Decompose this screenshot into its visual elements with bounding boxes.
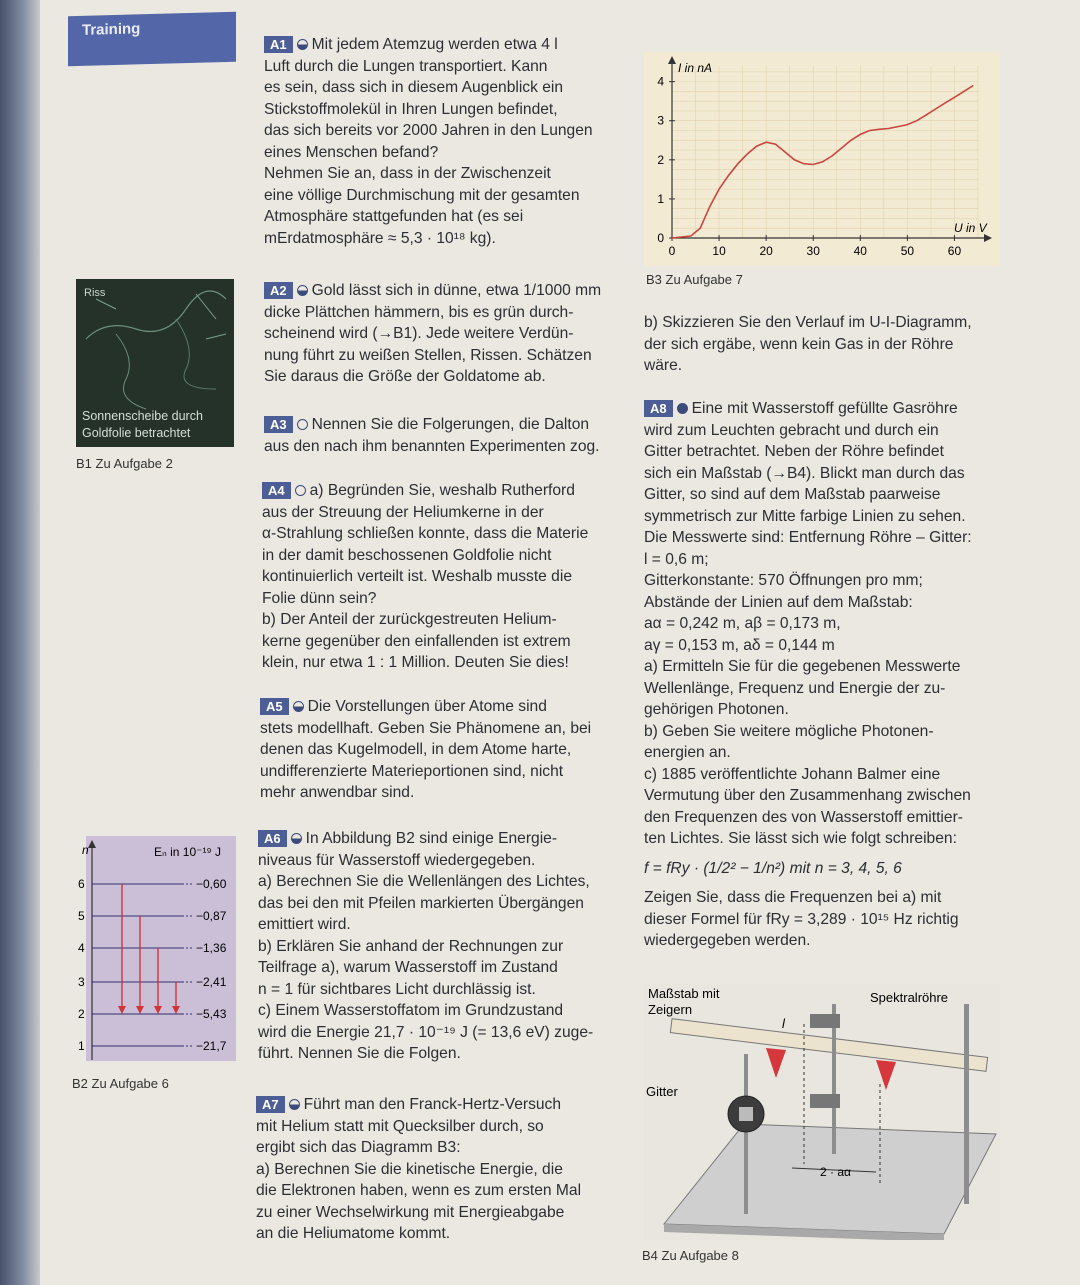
line: a) Ermitteln Sie für die gegebenen Messwerte [644,658,961,675]
line: mehr anwendbar sind. [260,784,415,801]
x-tick-label: 40 [853,244,867,258]
exercise-tag: A3 [264,416,293,433]
difficulty-icon [297,419,308,430]
photo-caption-line: Sonnenscheibe durch [82,409,203,423]
line: gehörigen Photonen. [644,701,789,718]
exercise-a5 [260,696,624,804]
line: Stickstoffmolekül in Ihren Lungen befindet, [264,100,558,118]
label-zeigern: Zeigern [648,1002,693,1017]
label-l: l [782,1016,785,1031]
line: wird zum Leuchten gebracht und durch ein [644,421,939,439]
line: aγ = 0,153 m, aδ = 0,144 m [644,636,835,654]
level-number: 6 [78,877,85,891]
line: n = 1 für sichtbares Licht durchlässig ist. [258,980,536,998]
line: energien an. [644,744,731,761]
chart-x-label: U in V [954,221,987,235]
figure-caption-b1: B1 Zu Aufgabe 2 [76,456,173,471]
line: eine völlige Durchmischung mit der gesamten [264,186,580,204]
y-tick-label: 2 [657,152,664,167]
line: b) Geben Sie weitere mögliche Photonen- [644,722,934,740]
gold-foil-photo [76,279,234,447]
level-number: 5 [78,909,85,923]
exercise-tag: A6 [258,830,287,847]
y-tick-label: 0 [657,231,664,245]
figure-caption-b3: B3 Zu Aufgabe 7 [646,272,743,287]
line: b) Skizzieren Sie den Verlauf im U-I-Diagramm, [644,314,972,331]
x-tick-label: 30 [806,244,820,258]
chart-y-label: I in nA [678,61,713,75]
energy-level-svg [72,832,252,1070]
line: Folie dünn sein? [262,589,377,607]
level-value-label: −5,43 [196,1007,227,1021]
exercise-a8 [644,398,1006,952]
line: aus den nach ihm benannten Experimenten zog. [264,437,600,455]
line: der sich ergäbe, wenn kein Gas in der Röhre [644,335,954,353]
line: es sein, dass sich in diesem Augenblick ein [264,79,564,96]
line: Luft durch die Lungen transportiert. Kann [264,57,548,75]
line: Atmosphäre stattgefunden hat (es sei [264,208,524,225]
line: sich ein Maßstab (→B4). Blickt man durch das [644,464,965,482]
balmer-formula: f = fRy · (1/2² − 1/n²) mit n = 3, 4, 5, 6 [644,859,902,877]
figure-caption-b4: B4 Zu Aufgabe 8 [642,1248,739,1263]
line: Teilfrage a), warum Wasserstoff im Zustand [258,959,558,976]
line: b) Erklären Sie anhand der Rechnungen zur [258,937,564,955]
line: Nennen Sie die Folgerungen, die Dalton [311,416,590,433]
level-value-label: −0,60 [196,877,227,891]
line: mErdatmosphäre ≈ 5,3 · 10¹⁸ kg). [264,229,496,247]
line: Sie daraus die Größe der Goldatome ab. [264,368,546,385]
label-spektralroehre: Spektralröhre [870,990,949,1005]
x-tick-label: 0 [668,244,676,258]
difficulty-icon [297,39,308,50]
line: α-Strahlung schließen konnte, dass die Materie [262,525,589,542]
line: l = 0,6 m; [644,550,709,568]
chart-background [644,52,1000,266]
label-massstab: Maßstab mit [648,986,720,1001]
line: a) Berechnen Sie die kinetische Energie, die [256,1160,563,1178]
line: undifferenzierte Materieportionen sind, nicht [260,762,564,780]
line: Zeigen Sie, dass die Frequenzen bei a) mit [644,889,942,906]
exercise-tag: A7 [256,1096,285,1113]
line: dieser Formel für fRy = 3,289 · 10¹⁵ Hz richtig [644,910,959,928]
x-tick-label: 20 [759,244,773,258]
photo-caption-line: Goldfolie betrachtet [82,426,191,440]
chart-svg [644,52,1000,266]
difficulty-icon [297,285,308,296]
line: scheinend wird (→B1). Jede weitere Verdün- [264,325,574,342]
exercise-tag: A5 [260,698,289,715]
line: kerne gegenüber den einfallenden ist extrem [262,632,571,650]
line: kontinuierlich verteilt ist. Weshalb musste die [262,568,572,585]
line: b) Der Anteil der zurückgestreuten Helium- [262,611,557,628]
line: wäre. [644,357,683,374]
energy-level-diagram [72,832,252,1070]
line: Führt man den Franck-Hertz-Versuch [303,1096,562,1113]
line: führt. Nennen Sie die Folgen. [258,1045,461,1062]
line: Nehmen Sie an, dass in der Zwischenzeit [264,165,551,182]
line: mit Helium statt mit Quecksilber durch, so [256,1117,544,1135]
level-number: 1 [78,1039,85,1053]
line: in der damit beschossenen Goldfolie nicht [262,546,552,564]
photo-caption [82,408,203,442]
level-number: 2 [78,1007,85,1021]
line: klein, nur etwa 1 : 1 Million. Deuten Sie dies! [262,654,569,671]
level-value-label: −1,36 [196,941,227,955]
grating-window [739,1107,753,1121]
line: stets modellhaft. Geben Sie Phänomene an, bei [260,719,592,737]
line: die Elektronen haben, wenn es zum ersten Mal [256,1182,582,1199]
book-spine [0,0,40,1285]
line: Eine mit Wasserstoff gefüllte Gasröhre [691,400,958,417]
exercise-tag: A1 [264,36,293,53]
line: Gitterkonstante: 570 Öffnungen pro mm; [644,572,923,589]
line: aus der Streuung der Heliumkerne in der [262,503,544,521]
line: Mit jedem Atemzug werden etwa 4 l [311,36,558,53]
section-banner [68,12,236,66]
line: wiedergegeben werden. [644,932,811,949]
line: Gold lässt sich in dünne, etwa 1/1000 mm [311,282,602,299]
rod-right [964,1004,969,1204]
label-2a: 2 · aα [820,1165,851,1179]
exercise-a6 [258,828,624,1065]
line: das bei den mit Pfeilen markierten Übergängen [258,894,584,912]
line: a) Berechnen Sie die Wellenlängen des Lichtes, [258,873,590,890]
exercise-tag: A4 [262,482,291,499]
exercise-a7-part-b [644,312,1006,377]
line: wird die Energie 21,7 · 10⁻¹⁹ J (= 13,6 eV) zuge- [258,1023,594,1041]
level-value-label: −2,41 [196,975,227,989]
line: nung führt zu weißen Stellen, Rissen. Schätzen [264,346,592,364]
exercise-a7 [256,1094,624,1245]
y-tick-label: 3 [657,113,664,128]
line: Die Messwerte sind: Entfernung Röhre – Gitter: [644,529,972,546]
line: emittiert wird. [258,916,351,933]
line: Vermutung über den Zusammenhang zwischen [644,787,971,804]
label-gitter: Gitter [646,1084,678,1099]
grating-apparatus-figure [644,984,1000,1240]
difficulty-icon [289,1099,300,1110]
line: den Frequenzen des von Wasserstoff emittier- [644,808,963,826]
exercise-a4 [262,480,624,674]
line: c) 1885 veröffentlichte Johann Balmer eine [644,765,941,783]
level-number: 3 [78,975,85,989]
y-tick-label: 1 [657,191,664,206]
line: Gitter betrachtet. Neben der Röhre befindet [644,443,944,460]
photo-label-riss: Riss [84,287,106,299]
tube-clamp-top [810,1014,840,1028]
line: das sich bereits vor 2000 Jahren in den Lungen [264,122,593,139]
exercise-tag: A2 [264,282,293,299]
difficulty-icon [291,833,302,844]
line: dicke Plättchen hämmern, bis es grün durch- [264,303,574,321]
exercise-a3 [264,414,624,457]
x-tick-label: 10 [712,244,726,258]
axis-label-energy: Eₙ in 10⁻¹⁹ J [154,845,221,859]
line: symmetrisch zur Mitte farbige Linien zu sehen. [644,507,966,525]
section-label: Training [82,20,141,39]
y-tick-label: 4 [657,74,664,89]
level-number: 4 [78,941,85,955]
tube-clamp-bottom [810,1094,840,1108]
figure-caption-b2: B2 Zu Aufgabe 6 [72,1076,169,1091]
line: Wellenlänge, Frequenz und Energie der zu- [644,679,946,697]
line: niveaus für Wasserstoff wiedergegeben. [258,851,536,869]
line: denen das Kugelmodell, in dem Atome harte, [260,741,572,758]
line: c) Einem Wasserstoffatom im Grundzustand [258,1002,564,1019]
difficulty-icon [295,485,306,496]
axis-label-n: n [82,843,89,857]
line: Gitter, so sind auf dem Maßstab paarweise [644,486,941,503]
apparatus-svg [644,984,1000,1240]
difficulty-icon [677,403,688,414]
exercise-a2 [264,280,624,388]
line: aα = 0,242 m, aβ = 0,173 m, [644,615,841,632]
line: zu einer Wechselwirkung mit Energieabgabe [256,1203,565,1221]
difficulty-icon [293,701,304,712]
line: an die Heliumatome kommt. [256,1225,451,1242]
line: a) Begründen Sie, weshalb Rutherford [309,482,575,499]
line: ergibt sich das Diagramm B3: [256,1139,461,1156]
line: Abstände der Linien auf dem Maßstab: [644,593,913,611]
line: Die Vorstellungen über Atome sind [307,698,547,715]
line: ten Lichtes. Sie lässt sich wie folgt schreiben: [644,830,957,847]
exercise-tag: A8 [644,400,673,417]
grating-stand [744,1054,748,1214]
line: eines Menschen befand? [264,143,439,161]
level-value-label: −21,7 [196,1039,227,1053]
x-tick-label: 60 [947,244,962,258]
franck-hertz-chart [644,52,1000,266]
level-value-label: −0,87 [196,909,227,923]
exercise-a1 [264,34,624,249]
line: In Abbildung B2 sind einige Energie- [305,830,558,847]
x-tick-label: 50 [900,244,915,258]
